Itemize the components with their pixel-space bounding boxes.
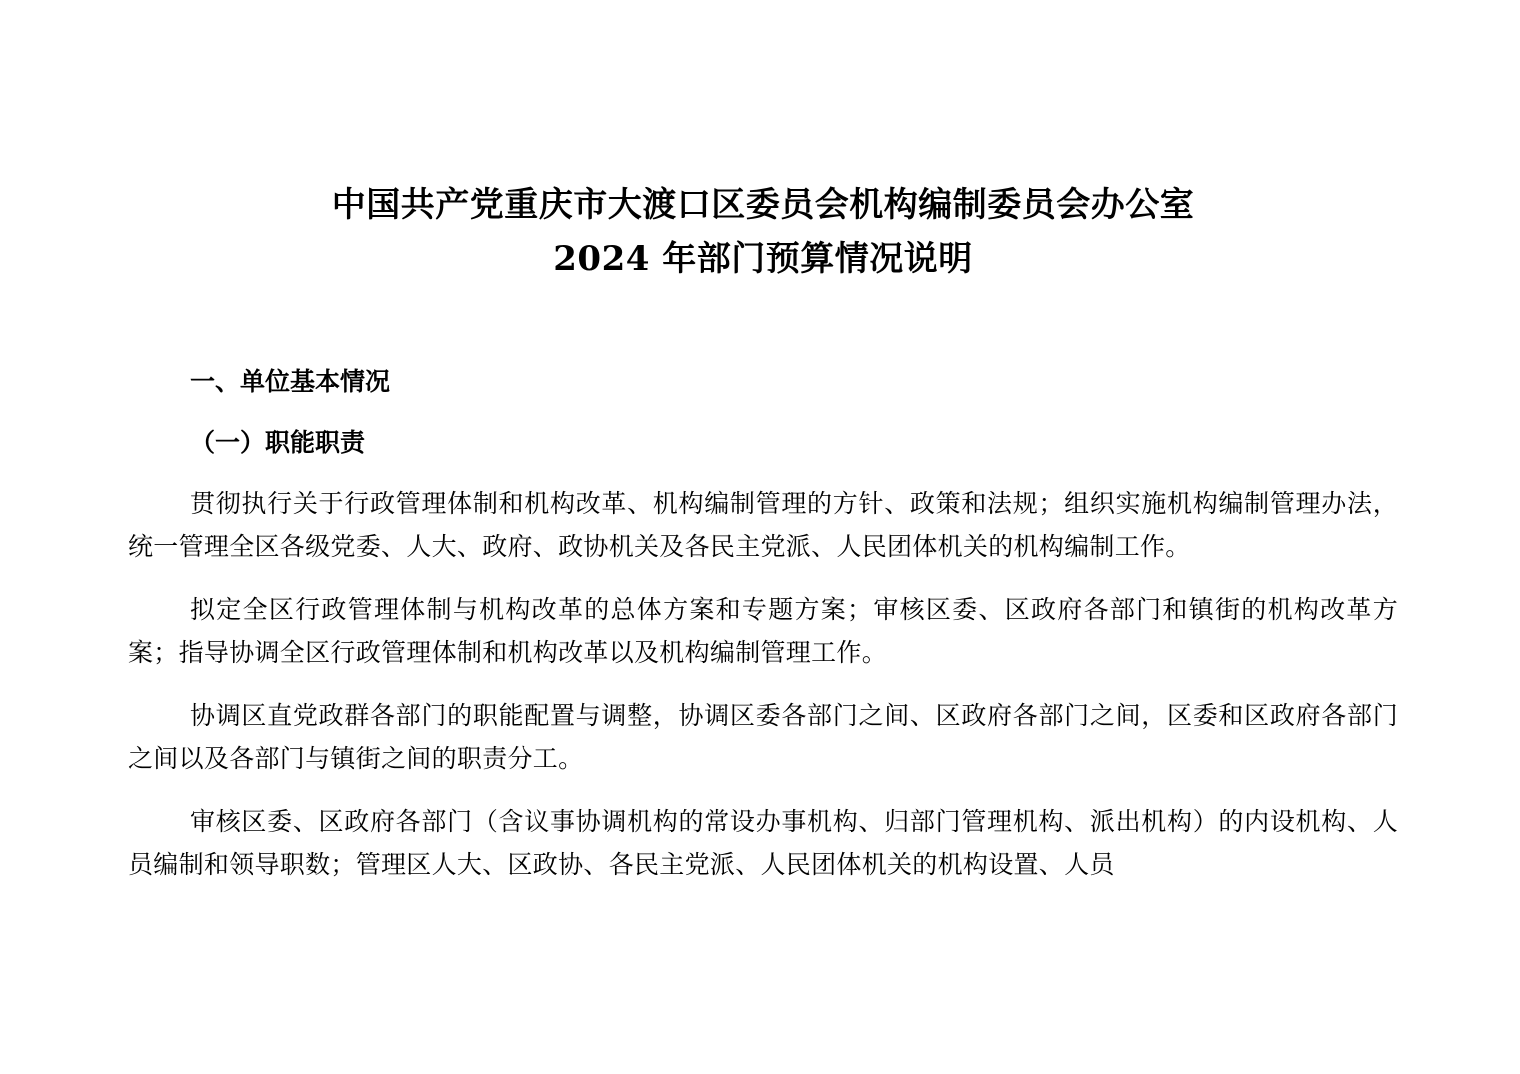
body-paragraph: 审核区委、区政府各部门（含议事协调机构的常设办事机构、归部门管理机构、派出机构）的内设机构、人员编制和领导职数；管理区人大、区政协、各民主党派、人民团体机关的机构设置、人员 bbox=[128, 806, 1398, 879]
body-paragraph: 协调区直党政群各部门的职能配置与调整，协调区委各部门之间、区政府各部门之间，区委和区政府各部门之间以及各部门与镇街之间的职责分工。 bbox=[128, 700, 1398, 773]
document-content bbox=[128, 0, 1398, 886]
title-line-1: 中国共产党重庆市大渡口区委员会机构编制委员会办公室 bbox=[331, 185, 1195, 225]
section-heading: 一、单位基本情况 bbox=[190, 366, 391, 396]
title-line-2: 2024 年部门预算情况说明 bbox=[553, 239, 973, 280]
body-paragraph: 拟定全区行政管理体制与机构改革的总体方案和专题方案；审核区委、区政府各部门和镇街的机构改革方案；指导协调全区行政管理体制和机构改革以及机构编制管理工作。 bbox=[128, 594, 1398, 667]
page-title bbox=[128, 0, 1398, 287]
body-paragraph: 贯彻执行关于行政管理体制和机构改革、机构编制管理的方针、政策和法规；组织实施机构编制管理办法，统一管理全区各级党委、人大、政府、政协机关及各民主党派、人民团体机关的机构编制工作。 bbox=[128, 488, 1398, 561]
sub-heading: （一）职能职责 bbox=[190, 428, 366, 458]
